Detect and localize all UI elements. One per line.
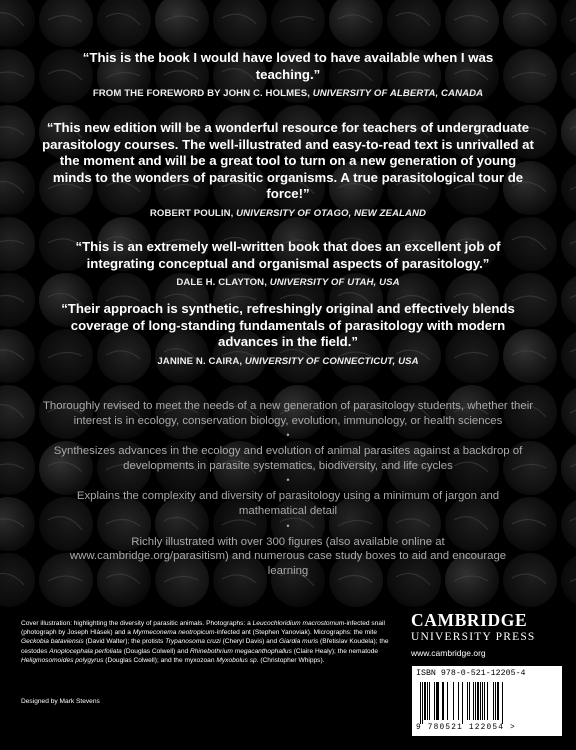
quote-holmes [40, 50, 536, 100]
barcode-bar [475, 682, 476, 720]
quote-text: “This is an extremely well-written book that does an excellent job of integrating conceptual and organismal aspects of parasitology.” [75, 239, 501, 271]
barcode-bar [422, 682, 423, 724]
barcode-bar [420, 682, 421, 724]
designer-credit: Designed by Mark Stevens [21, 698, 100, 705]
feature-item: Richly illustrated with over 300 figures (also available online at www.cambridge.org/parasitism) and numerous case study boxes to aid and encourage learning [69, 535, 507, 577]
quote-attribution: ROBERT POULIN, UNIVERSITY OF OTAGO, NEW ZEALAND [149, 207, 427, 219]
micrograph-disc [561, 217, 576, 271]
bullet-separator: • [286, 475, 290, 486]
micrograph-disc [561, 49, 576, 103]
quote-poulin [40, 120, 536, 220]
barcode-bar [427, 682, 428, 720]
barcode-bar [482, 682, 483, 720]
quote-attribution: JANINE N. CAIRA, UNIVERSITY OF CONNECTICUT, USA [157, 355, 419, 367]
barcode-bar [434, 682, 435, 720]
quote-clayton [40, 239, 536, 289]
micrograph-disc [387, 0, 441, 47]
feature-item: Synthesizes advances in the ecology and evolution of animal parasites against a backdrop of developments in parasite systematics, biodiversity, and life cycles [53, 445, 523, 472]
micrograph-disc [0, 441, 35, 495]
barcode-bar [473, 682, 474, 720]
quote-attribution: DALE H. CLAYTON, UNIVERSITY OF UTAH, USA [176, 277, 400, 288]
micrograph-disc [0, 217, 35, 271]
barcode-bar [458, 682, 459, 720]
isbn-barcode [412, 666, 562, 736]
micrograph-disc [561, 329, 576, 383]
barcode-bar [429, 682, 430, 720]
micrograph-disc [561, 441, 576, 495]
micrograph-disc [561, 105, 576, 159]
micrograph-disc [0, 329, 35, 383]
micrograph-disc [213, 0, 267, 47]
feature-list [40, 399, 536, 578]
micrograph-disc [39, 0, 93, 47]
quote-text: “This is the book I would have loved to have available when I was teaching.” [82, 50, 494, 82]
quote-attribution: FROM THE FOREWORD BY JOHN C. HOLMES, UNIVERSITY OF ALBERTA, CANADA [92, 88, 484, 99]
quote-text: “Their approach is synthetic, refreshingly original and effectively blends coverage of long-standing fundamentals of parasitology with modern advances in the field.” [61, 301, 515, 349]
micrograph-disc [329, 0, 383, 47]
barcode-bar [493, 682, 494, 720]
barcode-bar [480, 682, 481, 720]
micrograph-disc [445, 0, 499, 47]
barcode-bar [477, 682, 479, 720]
isbn-number: ISBN 978-0-521-12205-4 [416, 669, 526, 678]
micrograph-disc [0, 497, 35, 551]
feature-item: Explains the complexity and diversity of parasitology using a minimum of jargon and mathematical detail [76, 490, 500, 517]
barcode-bar [495, 682, 496, 720]
micrograph-disc [561, 0, 576, 47]
micrograph-disc [503, 0, 557, 47]
micrograph-disc [0, 273, 35, 327]
feature-item: Thoroughly revised to meet the needs of a new generation of parasitology students, whether their interest is in ecology, conservation biology, evolution, immunology, or health sciences [42, 400, 534, 427]
bullet-separator: • [286, 520, 290, 531]
micrograph-disc [155, 0, 209, 47]
barcode-bar [497, 682, 499, 720]
barcode-bar [453, 682, 454, 720]
quote-text: “This new edition will be a wonderful resource for teachers of undergraduate parasitology courses. The well-illustrated and easy-to-read text is unrivalled at the moment and will be a great tool to turn on a new generation of young minds to the wonders of parasitic organisms. A true parasitological tour de force!” [42, 120, 534, 201]
micrograph-disc [0, 553, 35, 607]
micrograph-disc [561, 273, 576, 327]
bullet-separator: • [286, 430, 290, 441]
barcode-bar [487, 682, 488, 720]
micrograph-disc [271, 0, 325, 47]
cover-illustration-credits: Cover illustration: highlighting the diversity of parasitic animals. Photographs: a Leucochloridium macrostomum-infected snail (photograph by Joseph Hlásek) and a Myrmeconema neotropicum-infected ant (Stephen Yanoviak). Micrographs: the mite Geckobia bataviensis (David Walter); the protists Trypanosoma cruzi (Cheryl Davis) and Giardia muris (Břetislav Koudela); the cestodes Anoplocephala perfoliata (Douglas Colwell) and Rhinebothrium megacanthophallus (Claire Healy); the nematode Heligmosomoides polygyrus (Douglas Colwell); and the myxozoan Myxobolus sp. (Christopher Whipps). [21, 620, 389, 664]
micrograph-disc [561, 385, 576, 439]
barcode-bar [424, 682, 426, 720]
barcode-bar [442, 682, 444, 720]
micrograph-disc [0, 49, 35, 103]
barcode-bar [436, 682, 439, 720]
barcode-bar [467, 682, 468, 720]
barcode-bar [447, 682, 448, 720]
micrograph-disc [0, 385, 35, 439]
quote-caira [40, 301, 536, 368]
micrograph-disc [0, 161, 35, 215]
micrograph-disc [561, 497, 576, 551]
barcode-bar [502, 682, 503, 724]
barcode-bar [484, 682, 485, 720]
publisher-press: UNIVERSITY PRESS [411, 631, 536, 643]
publisher-url: www.cambridge.org [411, 648, 486, 658]
micrograph-disc [0, 105, 35, 159]
barcode-digits: 9 780521 122054 > [416, 724, 516, 732]
barcode-bar [469, 682, 470, 720]
micrograph-disc [0, 0, 35, 47]
publisher-name: CAMBRIDGE [411, 610, 528, 630]
barcode-icon [418, 682, 556, 724]
micrograph-disc [97, 0, 151, 47]
barcode-bar [462, 682, 463, 724]
publisher-logo [411, 611, 561, 658]
